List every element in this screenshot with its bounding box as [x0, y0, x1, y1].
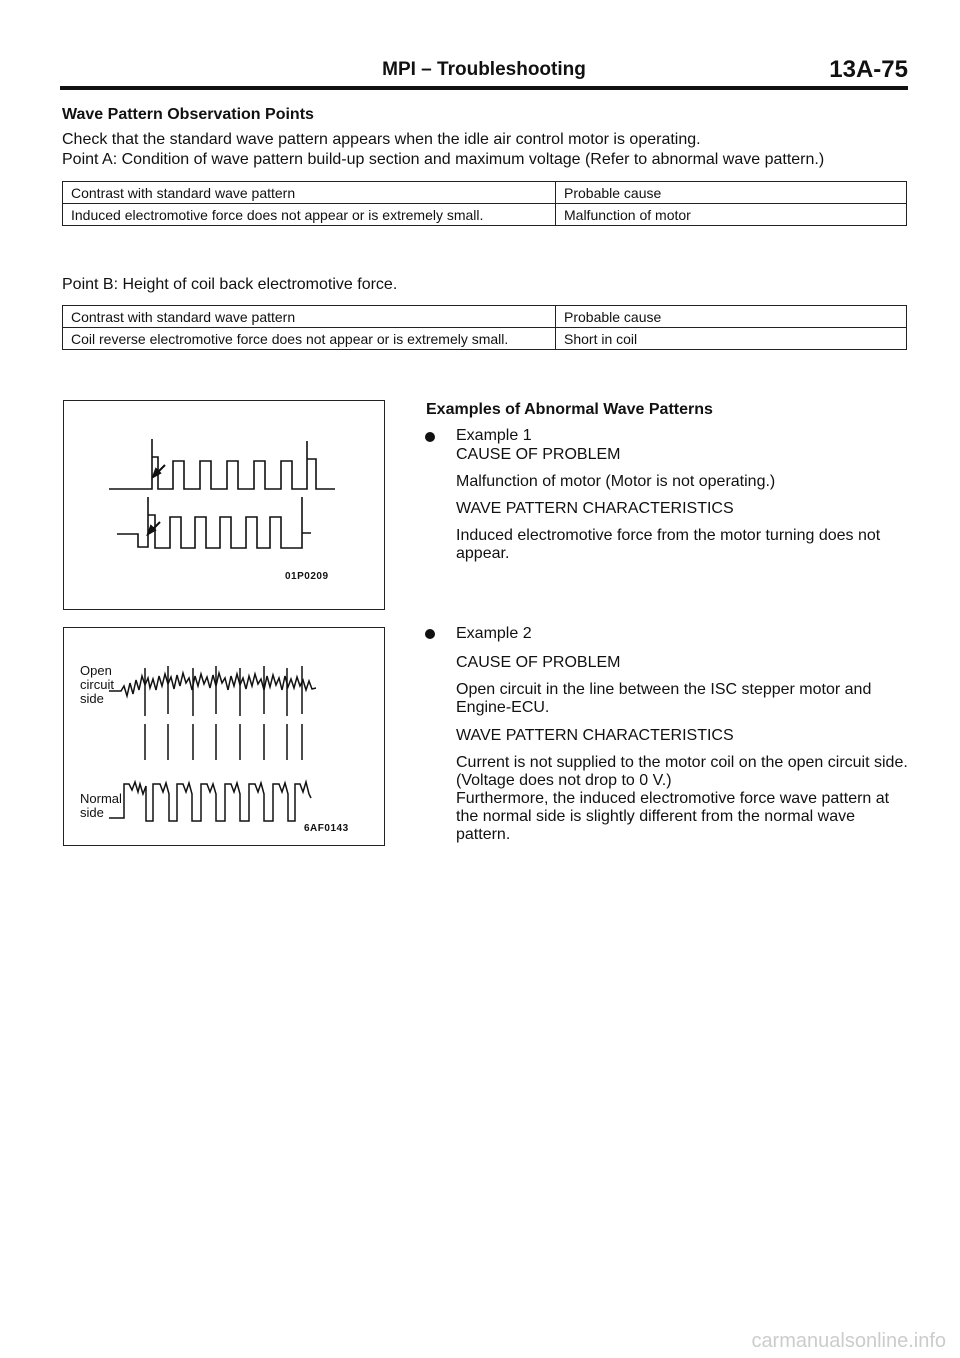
examples-heading: Examples of Abnormal Wave Patterns: [426, 401, 713, 418]
example1-cause: Malfunction of motor (Motor is not operating.): [456, 473, 776, 490]
figure-code: 01P0209: [285, 571, 329, 582]
example2-label: Example 2: [456, 625, 532, 642]
waveform-diagram-1: [64, 401, 384, 609]
table-cell-cause: Short in coil: [556, 328, 907, 350]
normal-side-trace: [109, 782, 311, 821]
example1-label: Example 1: [456, 427, 532, 444]
example2-cause-heading: CAUSE OF PROBLEM: [456, 654, 621, 671]
example1-char-heading: WAVE PATTERN CHARACTERISTICS: [456, 500, 734, 517]
table-header-row: [63, 182, 907, 204]
example2-cause: Open circuit in the line between the ISC stepper motor and Engine-ECU.: [456, 681, 872, 716]
table-header-contrast: Contrast with standard wave pattern: [63, 182, 556, 204]
waveform-trace-2: [117, 497, 311, 548]
bullet-icon: [425, 629, 435, 639]
example2-char1: Current is not supplied to the motor coil on the open circuit side. (Voltage does not drop to 0 V.): [456, 754, 908, 789]
watermark: carmanualsonline.info: [751, 1330, 946, 1352]
table-cell-contrast: Coil reverse electromotive force does not appear or is extremely small.: [63, 328, 556, 350]
table-row: [63, 328, 907, 350]
example2-char2: Furthermore, the induced electromotive force wave pattern at the normal side is slightly different from the normal wave pattern.: [456, 790, 890, 843]
normal-side-label: Normal side: [80, 791, 122, 820]
figure-example-1: [63, 400, 385, 610]
point-b-text: Point B: Height of coil back electromotive force.: [62, 276, 398, 293]
figure-code: 6AF0143: [304, 823, 349, 834]
figure-example-2: [63, 627, 385, 846]
table-row: [63, 204, 907, 226]
table-header-cause: Probable cause: [556, 306, 907, 328]
waveform-trace-1: [109, 439, 335, 489]
point-b-table: [62, 305, 907, 350]
bullet-icon: [425, 432, 435, 442]
page-header: [60, 56, 908, 90]
open-circuit-spikes: [145, 666, 302, 716]
example1-cause-heading: CAUSE OF PROBLEM: [456, 446, 621, 463]
point-a-text: Point A: Condition of wave pattern build-up section and maximum voltage (Refer to abnormal wave pattern.): [62, 151, 825, 168]
table-cell-contrast: Induced electromotive force does not appear or is extremely small.: [63, 204, 556, 226]
point-a-table: [62, 181, 907, 226]
intro-text: Check that the standard wave pattern appears when the idle air control motor is operating.: [62, 131, 701, 148]
table-header-cause: Probable cause: [556, 182, 907, 204]
page-title: MPI – Troubleshooting: [382, 59, 586, 80]
table-cell-cause: Malfunction of motor: [556, 204, 907, 226]
section-title: Wave Pattern Observation Points: [62, 106, 314, 123]
table-header-contrast: Contrast with standard wave pattern: [63, 306, 556, 328]
open-circuit-trace: [109, 673, 316, 696]
divider-lines: [145, 724, 302, 760]
table-header-row: [63, 306, 907, 328]
page-number: 13A-75: [829, 56, 908, 83]
open-circuit-label: Open circuit side: [80, 663, 114, 706]
example1-char: Induced electromotive force from the motor turning does not appear.: [456, 527, 881, 562]
example2-char-heading: WAVE PATTERN CHARACTERISTICS: [456, 727, 734, 744]
